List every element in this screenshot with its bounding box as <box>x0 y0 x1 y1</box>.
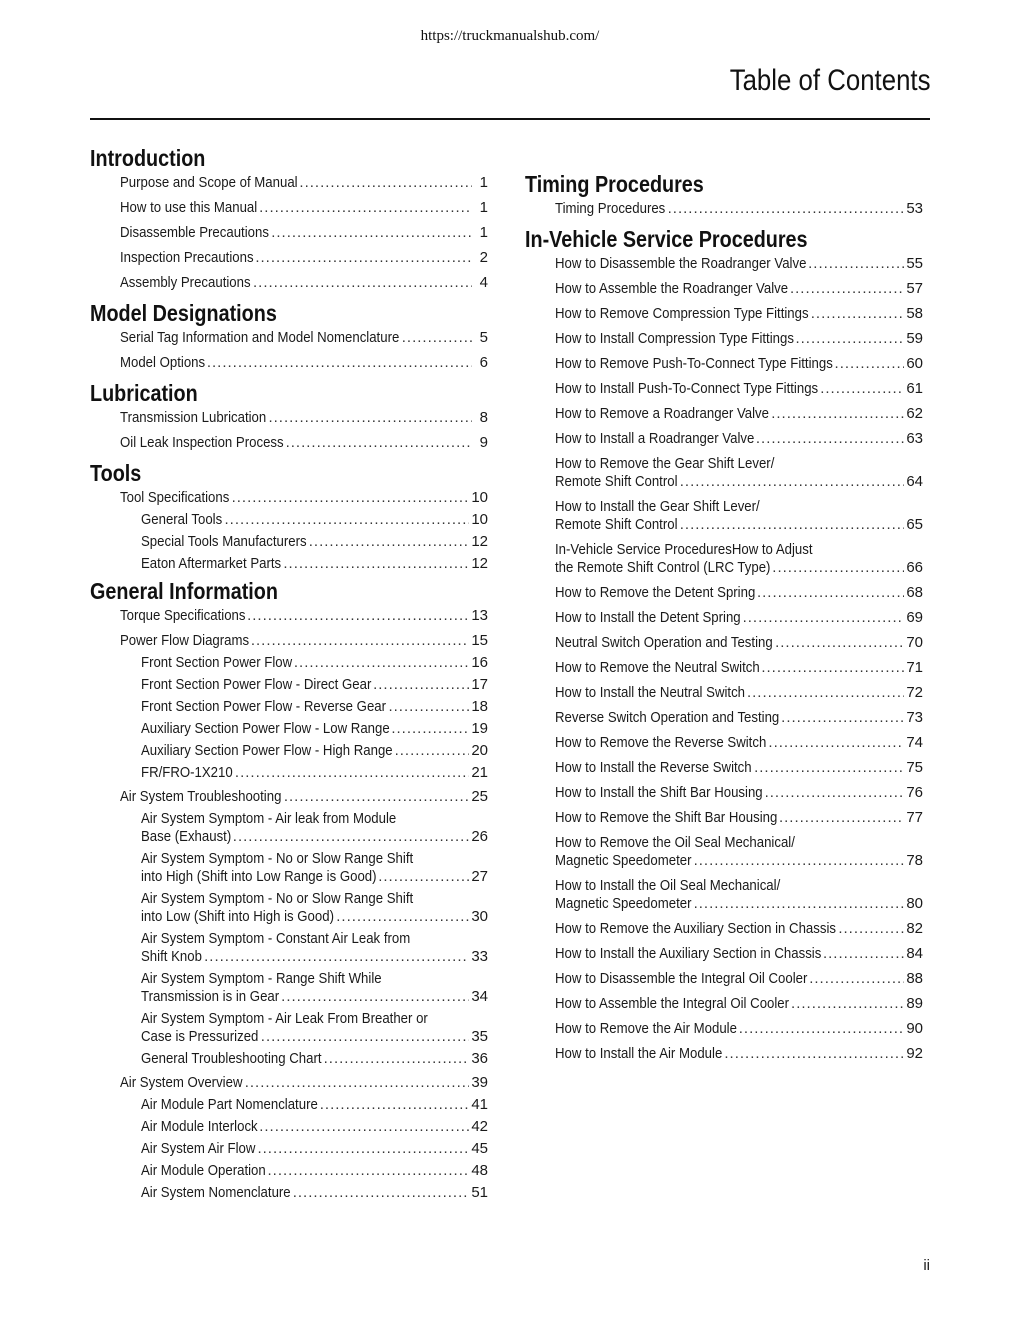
toc-entry-page: 39 <box>471 1074 488 1091</box>
toc-entry[interactable] <box>555 920 923 938</box>
toc-entry[interactable] <box>555 355 923 373</box>
section-heading: General Information <box>90 578 278 604</box>
toc-section-lubrication <box>90 379 488 452</box>
toc-entry[interactable] <box>555 1020 923 1038</box>
dot-leader <box>299 174 472 192</box>
section-heading: Timing Procedures <box>525 171 704 197</box>
toc-entry-label: Air System Nomenclature <box>141 1184 291 1201</box>
toc-entry-label: Shift Knob <box>141 948 202 965</box>
toc-entry[interactable] <box>120 354 488 372</box>
toc-entry[interactable] <box>120 489 488 507</box>
toc-entry-label: Magnetic Speedometer <box>555 895 692 912</box>
toc-entry[interactable] <box>120 274 488 292</box>
toc-entry-page: 53 <box>906 200 923 217</box>
toc-entry-page: 66 <box>906 559 923 576</box>
dot-leader <box>668 200 905 218</box>
toc-entry[interactable] <box>555 995 923 1013</box>
toc-entry-label: Serial Tag Information and Model Nomenclature <box>120 329 400 346</box>
dot-leader <box>253 274 472 292</box>
toc-entry-page: 19 <box>471 720 488 737</box>
toc-entry-label: Timing Procedures <box>555 200 666 217</box>
dot-leader <box>395 742 470 760</box>
dot-leader <box>694 852 905 870</box>
dot-leader <box>261 1028 470 1046</box>
toc-entry[interactable] <box>141 1096 488 1114</box>
dot-leader <box>791 995 904 1013</box>
toc-entry-page: 78 <box>906 852 923 869</box>
toc-entry[interactable] <box>120 249 488 267</box>
toc-entry-page: 13 <box>471 607 488 624</box>
dot-leader <box>324 1050 470 1068</box>
toc-entry-label: How to Install the Neutral Switch <box>555 684 746 701</box>
toc-entry[interactable] <box>555 634 923 652</box>
toc-section-tools <box>90 459 488 573</box>
toc-entry[interactable] <box>120 788 488 806</box>
toc-entry-page: 51 <box>471 1184 488 1201</box>
toc-entry-label: How to Disassemble the Integral Oil Cooler <box>555 970 808 987</box>
toc-entry-page: 5 <box>479 329 488 346</box>
dot-leader <box>233 828 470 846</box>
toc-entry-page: 63 <box>906 430 923 447</box>
toc-entry[interactable] <box>555 609 923 627</box>
toc-entry-label-line1: Air System Symptom - Air Leak From Breather or <box>141 1010 428 1027</box>
toc-entry-page: 55 <box>906 255 923 272</box>
toc-entry-page: 30 <box>471 908 488 925</box>
toc-entry-page: 8 <box>479 409 488 426</box>
toc-entry-page: 61 <box>906 380 923 397</box>
toc-entry-label: Auxiliary Section Power Flow - Low Range <box>141 720 390 737</box>
toc-entry-label: Remote Shift Control <box>555 516 678 533</box>
toc-entry-page: 77 <box>906 809 923 826</box>
toc-entry-label: Transmission is in Gear <box>141 988 280 1005</box>
dot-leader <box>207 354 472 372</box>
dot-leader <box>835 355 905 373</box>
toc-entry[interactable] <box>141 676 488 694</box>
toc-entry-label: Neutral Switch Operation and Testing <box>555 634 773 651</box>
toc-entry-label: Oil Leak Inspection Process <box>120 434 284 451</box>
toc-entry-page: 57 <box>906 280 923 297</box>
toc-entry-page: 60 <box>906 355 923 372</box>
toc-entry[interactable] <box>555 877 923 913</box>
toc-entry-page: 64 <box>906 473 923 490</box>
toc-entry-page: 90 <box>906 1020 923 1037</box>
toc-entry-label-line1: In-Vehicle Service ProceduresHow to Adjust <box>555 541 813 558</box>
dot-leader <box>268 409 472 427</box>
dot-leader <box>235 764 469 782</box>
dot-leader <box>320 1096 470 1114</box>
toc-entry[interactable] <box>141 810 488 846</box>
toc-entry-label: How to Remove the Reverse Switch <box>555 734 767 751</box>
toc-entry-label: into Low (Shift into High is Good) <box>141 908 334 925</box>
toc-entry[interactable] <box>555 541 923 577</box>
toc-entry-label: How to Install Compression Type Fittings <box>555 330 794 347</box>
toc-entry-label: Air Module Operation <box>141 1162 266 1179</box>
toc-entry-label: How to Remove a Roadranger Valve <box>555 405 770 422</box>
toc-entry-label: Inspection Precautions <box>120 249 254 266</box>
dot-leader <box>281 988 469 1006</box>
toc-entry[interactable] <box>120 409 488 427</box>
toc-entry-page: 35 <box>471 1028 488 1045</box>
toc-entry-page: 9 <box>479 434 488 451</box>
dot-leader <box>378 868 469 886</box>
dot-leader <box>754 759 904 777</box>
toc-entry[interactable] <box>141 742 488 760</box>
toc-left-column <box>90 144 488 1206</box>
toc-entry[interactable] <box>555 200 923 218</box>
dot-leader <box>743 609 905 627</box>
toc-entry-page: 20 <box>471 742 488 759</box>
toc-entry[interactable] <box>141 890 488 926</box>
toc-entry[interactable] <box>141 1184 488 1202</box>
toc-entry[interactable] <box>141 1118 488 1136</box>
toc-entry-page: 16 <box>471 654 488 671</box>
toc-entry[interactable] <box>555 684 923 702</box>
page-title: Table of Contents <box>729 64 930 97</box>
dot-leader <box>225 511 470 529</box>
dot-leader <box>247 607 469 625</box>
toc-entry-label: How to Remove the Shift Bar Housing <box>555 809 778 826</box>
section-heading: Lubrication <box>90 380 198 406</box>
dot-leader <box>294 654 469 672</box>
toc-entry[interactable] <box>120 1074 488 1092</box>
toc-entry-page: 2 <box>479 249 488 266</box>
toc-entry-label: Front Section Power Flow - Reverse Gear <box>141 698 387 715</box>
toc-entry-page: 6 <box>479 354 488 371</box>
toc-entry[interactable] <box>141 764 488 782</box>
toc-entry[interactable] <box>555 734 923 752</box>
section-heading: Model Designations <box>90 300 277 326</box>
dot-leader <box>761 659 904 677</box>
dot-leader <box>768 734 904 752</box>
toc-entry-page: 36 <box>471 1050 488 1067</box>
toc-entry-label: How to Install the Air Module <box>555 1045 723 1062</box>
toc-entry-page: 42 <box>471 1118 488 1135</box>
dot-leader <box>811 305 905 323</box>
toc-entry-label-line1: Air System Symptom - Range Shift While <box>141 970 382 987</box>
toc-entry-page: 17 <box>471 676 488 693</box>
dot-leader <box>795 330 904 348</box>
toc-entry-page: 15 <box>471 632 488 649</box>
toc-entry[interactable] <box>141 850 488 886</box>
toc-entry-page: 92 <box>906 1045 923 1062</box>
toc-entry-page: 34 <box>471 988 488 1005</box>
toc-entry-label: Tool Specifications <box>120 489 230 506</box>
dot-leader <box>245 1074 470 1092</box>
toc-entry-label: How to Remove Push-To-Connect Type Fittings <box>555 355 833 372</box>
toc-section-model-designations <box>90 299 488 372</box>
toc-entry-label-line1: How to Install the Gear Shift Lever/ <box>555 498 760 515</box>
toc-entry-label: Remote Shift Control <box>555 473 678 490</box>
section-heading: Introduction <box>90 145 206 171</box>
toc-entry[interactable] <box>555 305 923 323</box>
toc-section-timing-procedures <box>525 170 923 218</box>
toc-entry-page: 71 <box>906 659 923 676</box>
dot-leader <box>747 684 904 702</box>
toc-entry-page: 73 <box>906 709 923 726</box>
dot-leader <box>259 1118 469 1136</box>
toc-entry-page: 82 <box>906 920 923 937</box>
toc-entry-page: 65 <box>906 516 923 533</box>
toc-entry-label: How to Remove the Neutral Switch <box>555 659 760 676</box>
source-url[interactable]: https://truckmanualshub.com/ <box>420 28 600 44</box>
toc-entry-label: Transmission Lubrication <box>120 409 267 426</box>
toc-entry-label-line1: Air System Symptom - Air leak from Module <box>141 810 397 827</box>
toc-entry[interactable] <box>555 380 923 398</box>
toc-entry-label: How to Install a Roadranger Valve <box>555 430 755 447</box>
toc-entry-page: 74 <box>906 734 923 751</box>
dot-leader <box>257 1140 469 1158</box>
toc-entry-label-line1: How to Remove the Gear Shift Lever/ <box>555 455 775 472</box>
dot-leader <box>373 676 469 694</box>
toc-entry[interactable] <box>141 698 488 716</box>
dot-leader <box>757 584 904 602</box>
toc-entry[interactable] <box>555 809 923 827</box>
toc-entry[interactable] <box>555 659 923 677</box>
toc-entry-label: Reverse Switch Operation and Testing <box>555 709 780 726</box>
dot-leader <box>809 970 904 988</box>
toc-entry[interactable] <box>120 607 488 625</box>
dot-leader <box>293 1184 470 1202</box>
dot-leader <box>284 788 469 806</box>
toc-entry[interactable] <box>141 1050 488 1068</box>
toc-entry[interactable] <box>141 970 488 1006</box>
toc-entry-label: Air System Air Flow <box>141 1140 256 1157</box>
toc-entry-label: Front Section Power Flow <box>141 654 293 671</box>
toc-entry[interactable] <box>141 533 488 551</box>
dot-leader <box>779 809 904 827</box>
toc-entry-label: Air System Troubleshooting <box>120 788 282 805</box>
toc-entry-label: Assembly Precautions <box>120 274 251 291</box>
dot-leader <box>309 533 470 551</box>
dot-leader <box>781 709 904 727</box>
toc-entry-page: 10 <box>471 511 488 528</box>
toc-entry[interactable] <box>555 455 923 491</box>
toc-entry-label: Auxiliary Section Power Flow - High Range <box>141 742 393 759</box>
toc-entry-label: How to Install the Auxiliary Section in Chassis <box>555 945 822 962</box>
toc-entry-label: Eaton Aftermarket Parts <box>141 555 282 572</box>
toc-entry[interactable] <box>141 654 488 672</box>
toc-entry[interactable] <box>141 1162 488 1180</box>
dot-leader <box>336 908 469 926</box>
toc-entry-label: Air Module Interlock <box>141 1118 258 1135</box>
toc-entry-label: How to Remove the Auxiliary Section in Chassis <box>555 920 836 937</box>
toc-entry-page: 70 <box>906 634 923 651</box>
toc-entry-page: 48 <box>471 1162 488 1179</box>
dot-leader <box>820 380 904 398</box>
toc-entry-page: 58 <box>906 305 923 322</box>
dot-leader <box>680 473 905 491</box>
toc-entry-page: 45 <box>471 1140 488 1157</box>
toc-entry-page: 18 <box>471 698 488 715</box>
toc-entry-label-line1: Air System Symptom - Constant Air Leak from <box>141 930 411 947</box>
toc-entry[interactable] <box>555 330 923 348</box>
dot-leader <box>823 945 904 963</box>
toc-entry[interactable] <box>555 430 923 448</box>
dot-leader <box>259 199 472 217</box>
toc-entry-label: Air System Overview <box>120 1074 243 1091</box>
toc-entry[interactable] <box>120 224 488 242</box>
toc-entry-label: How to Install Push-To-Connect Type Fittings <box>555 380 819 397</box>
toc-entry-label: General Tools <box>141 511 223 528</box>
toc-entry-label: General Troubleshooting Chart <box>141 1050 322 1067</box>
toc-right-column <box>525 170 923 1070</box>
dot-leader <box>255 249 472 267</box>
toc-entry[interactable] <box>555 255 923 273</box>
toc-entry-label: Torque Specifications <box>120 607 246 624</box>
toc-entry-page: 59 <box>906 330 923 347</box>
toc-entry[interactable] <box>555 834 923 870</box>
toc-entry-label-line1: Air System Symptom - No or Slow Range Shift <box>141 850 414 867</box>
dot-leader <box>808 255 904 273</box>
toc-entry-label: How to Remove the Air Module <box>555 1020 737 1037</box>
toc-entry-label: the Remote Shift Control (LRC Type) <box>555 559 771 576</box>
toc-entry[interactable] <box>555 584 923 602</box>
toc-entry-page: 62 <box>906 405 923 422</box>
toc-entry-label: Front Section Power Flow - Direct Gear <box>141 676 372 693</box>
toc-entry[interactable] <box>120 329 488 347</box>
toc-entry[interactable] <box>555 405 923 423</box>
toc-entry-label-line1: Air System Symptom - No or Slow Range Shift <box>141 890 414 907</box>
toc-entry-label: How to Assemble the Integral Oil Cooler <box>555 995 790 1012</box>
dot-leader <box>286 434 472 452</box>
dot-leader <box>838 920 904 938</box>
toc-entry[interactable] <box>120 174 488 192</box>
toc-entry-page: 68 <box>906 584 923 601</box>
toc-entry-page: 12 <box>471 533 488 550</box>
dot-leader <box>775 634 904 652</box>
toc-entry-page: 69 <box>906 609 923 626</box>
toc-entry[interactable] <box>555 945 923 963</box>
dot-leader <box>283 555 469 573</box>
toc-entry-label: Case is Pressurized <box>141 1028 259 1045</box>
dot-leader <box>251 632 469 650</box>
toc-entry-label: Magnetic Speedometer <box>555 852 692 869</box>
toc-entry-label: Purpose and Scope of Manual <box>120 174 298 191</box>
dot-leader <box>756 430 904 448</box>
toc-entry[interactable] <box>555 759 923 777</box>
toc-entry-page: 84 <box>906 945 923 962</box>
toc-entry-page: 4 <box>479 274 488 291</box>
page-number: ii <box>923 1257 930 1274</box>
dot-leader <box>271 224 472 242</box>
toc-entry[interactable] <box>141 930 488 966</box>
toc-entry-label: Special Tools Manufacturers <box>141 533 307 550</box>
title-divider <box>90 118 930 120</box>
toc-entry[interactable] <box>555 498 923 534</box>
toc-entry-label: Power Flow Diagrams <box>120 632 250 649</box>
toc-entry-page: 27 <box>471 868 488 885</box>
toc-entry-page: 33 <box>471 948 488 965</box>
dot-leader <box>680 516 905 534</box>
toc-entry-page: 75 <box>906 759 923 776</box>
dot-leader <box>790 280 904 298</box>
dot-leader <box>772 559 904 577</box>
toc-entry-label-line1: How to Install the Oil Seal Mechanical/ <box>555 877 781 894</box>
toc-entry[interactable] <box>555 1045 923 1063</box>
toc-entry-label-line1: How to Remove the Oil Seal Mechanical/ <box>555 834 795 851</box>
toc-entry-label: How to Remove Compression Type Fittings <box>555 305 809 322</box>
toc-entry-page: 25 <box>471 788 488 805</box>
dot-leader <box>232 489 470 507</box>
dot-leader <box>388 698 469 716</box>
toc-entry-label: How to Install the Reverse Switch <box>555 759 752 776</box>
toc-entry-label: Base (Exhaust) <box>141 828 232 845</box>
toc-entry[interactable] <box>555 709 923 727</box>
toc-entry-page: 21 <box>471 764 488 781</box>
toc-entry-label: How to Disassemble the Roadranger Valve <box>555 255 807 272</box>
toc-entry-label: Air Module Part Nomenclature <box>141 1096 318 1113</box>
toc-entry-label: Disassemble Precautions <box>120 224 269 241</box>
dot-leader <box>739 1020 905 1038</box>
toc-entry-label: How to Install the Detent Spring <box>555 609 741 626</box>
toc-entry-page: 88 <box>906 970 923 987</box>
toc-entry[interactable] <box>141 1010 488 1046</box>
toc-entry-page: 26 <box>471 828 488 845</box>
toc-entry[interactable] <box>555 280 923 298</box>
section-heading: Tools <box>90 460 142 486</box>
toc-entry[interactable] <box>555 970 923 988</box>
toc-entry[interactable] <box>141 555 488 573</box>
toc-entry-label: into High (Shift into Low Range is Good) <box>141 868 377 885</box>
toc-entry-page: 1 <box>479 174 488 191</box>
toc-entry-label: How to Assemble the Roadranger Valve <box>555 280 789 297</box>
dot-leader <box>268 1162 470 1180</box>
toc-entry-page: 80 <box>906 895 923 912</box>
toc-entry-label: Model Options <box>120 354 206 371</box>
dot-leader <box>771 405 904 423</box>
dot-leader <box>204 948 469 966</box>
toc-entry[interactable] <box>141 511 488 529</box>
toc-entry[interactable] <box>141 1140 488 1158</box>
toc-entry-label: How to use this Manual <box>120 199 258 216</box>
toc-entry-page: 76 <box>906 784 923 801</box>
toc-entry-label: How to Remove the Detent Spring <box>555 584 756 601</box>
dot-leader <box>765 784 905 802</box>
toc-entry[interactable] <box>141 720 488 738</box>
toc-section-general-information <box>90 577 488 1202</box>
toc-entry-label: FR/FRO-1X210 <box>141 764 233 781</box>
toc-entry[interactable] <box>120 199 488 217</box>
toc-entry-page: 72 <box>906 684 923 701</box>
dot-leader <box>402 329 472 347</box>
toc-entry[interactable] <box>120 632 488 650</box>
toc-entry-page: 41 <box>471 1096 488 1113</box>
dot-leader <box>724 1045 904 1063</box>
toc-entry-page: 1 <box>479 199 488 216</box>
toc-entry-page: 12 <box>471 555 488 572</box>
toc-section-introduction <box>90 144 488 292</box>
toc-entry-page: 1 <box>479 224 488 241</box>
dot-leader <box>391 720 469 738</box>
toc-entry[interactable] <box>120 434 488 452</box>
dot-leader <box>694 895 905 913</box>
toc-entry[interactable] <box>555 784 923 802</box>
toc-entry-page: 89 <box>906 995 923 1012</box>
toc-entry-page: 10 <box>471 489 488 506</box>
toc-section-in-vehicle-service-procedures <box>525 225 923 1063</box>
toc-entry-label: How to Install the Shift Bar Housing <box>555 784 763 801</box>
section-heading: In-Vehicle Service Procedures <box>525 226 808 252</box>
